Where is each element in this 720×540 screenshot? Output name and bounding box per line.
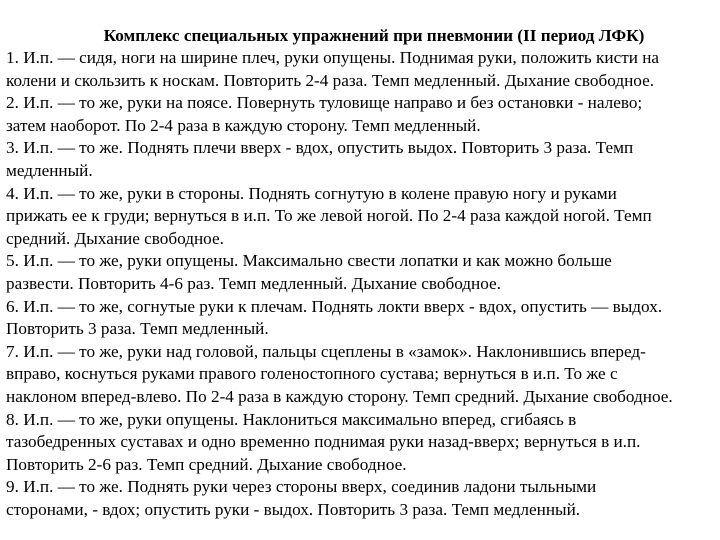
text-line: тазобедренных суставах и одно временно поднимая руки назад-вверх; вернуться в и.п.: [6, 432, 641, 452]
text-line: 9. И.п. — то же. Поднять руки через стороны вверх, соединив ладони тыльными: [6, 477, 597, 497]
text-line: прижать ее к груди; вернуться в и.п. То же левой ногой. По 2-4 раза каждой ногой. Темп: [6, 206, 652, 226]
text-line: затем наоборот. По 2-4 раза в каждую сторону. Темп медленный.: [6, 115, 481, 135]
text-line: Повторить 3 раза. Темп медленный.: [6, 319, 269, 339]
text-line: наклоном вперед-влево. По 2-4 раза в каждую сторону. Темп средний. Дыхание свободное.: [6, 386, 673, 406]
text-line: 8. И.п. — то же, руки опущены. Наклониться максимально вперед, сгибаясь в: [6, 409, 577, 429]
text-line: Повторить 2-6 раз. Темп средний. Дыхание свободное.: [6, 454, 407, 474]
text-line: 6. И.п. — то же, согнутые руки к плечам. Поднять локти вверх - вдох, опустить — выдох.: [6, 296, 663, 316]
text-line: 1. И.п. — сидя, ноги на ширине плеч, руки опущены. Поднимая руки, положить кисти на: [6, 48, 660, 67]
text-line: развести. Повторить 4-6 раз. Темп медленный. Дыхание свободное.: [6, 273, 501, 293]
text-line: сторонами, - вдох; опустить руки - выдох. Повторить 3 раза. Темп медленный.: [6, 499, 581, 519]
document-title: Комплекс специальных упражнений при пневмонии (II период ЛФК): [103, 26, 645, 45]
exercise-list: [6, 47, 720, 521]
text-line: 5. И.п. — то же, руки опущены. Максимально свести лопатки и как можно больше: [6, 251, 612, 271]
text-line: 2. И.п. — то же, руки на поясе. Повернуть туловище направо и без остановки - налево;: [6, 93, 643, 113]
text-line: вправо, коснуться руками правого голеностопного сустава; вернуться в и.п. То же с: [6, 364, 618, 384]
text-line: 3. И.п. — то же. Поднять плечи вверх - вдох, опустить выдох. Повторить 3 раза. Темп: [6, 138, 634, 158]
text-line: 4. И.п. — то же, руки в стороны. Поднять согнутую в колене правую ногу и руками: [6, 183, 617, 203]
text-line: 7. И.п. — то же, руки над головой, пальцы сцеплены в «замок». Наклонившись вперед-: [6, 341, 646, 361]
text-line: колени и скользить к носкам. Повторить 2-4 раза. Темп медленный. Дыхание свободное.: [6, 70, 655, 90]
text-line: средний. Дыхание свободное.: [6, 228, 224, 248]
text-line: медленный.: [6, 160, 93, 180]
